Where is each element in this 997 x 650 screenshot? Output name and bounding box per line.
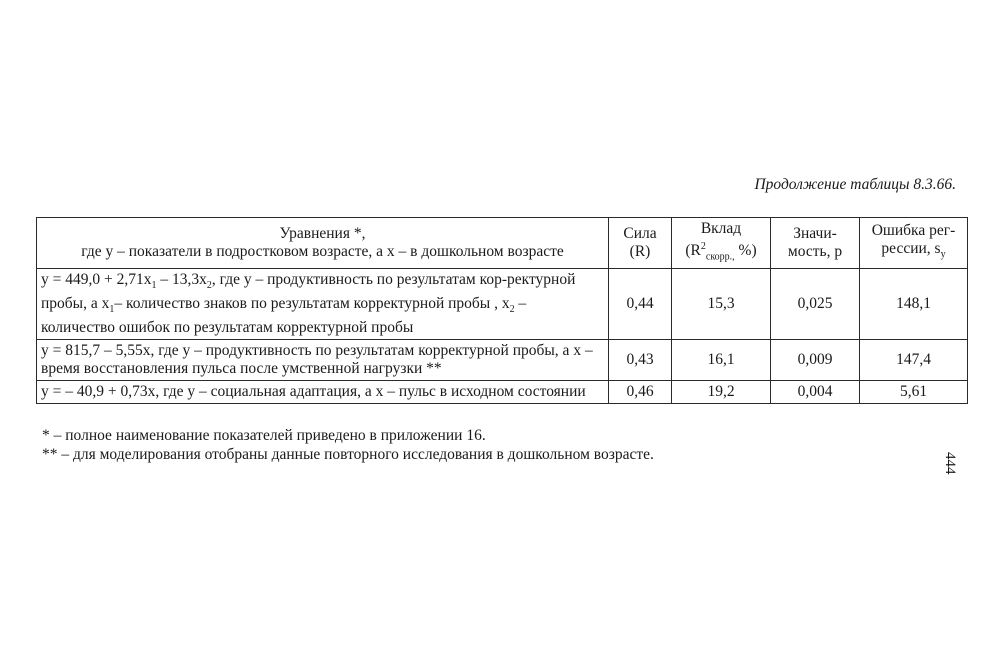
equation-cell: y = – 40,9 + 0,73x, где y – социальная адаптация, а x – пульс в исходном состоянии <box>37 381 609 404</box>
eq-sub: 2 <box>509 304 515 316</box>
header-equations-line2: где y – показатели в подростковом возрасте, а x – в дошкольном возрасте <box>81 243 564 261</box>
header-contribution-sup: 2 <box>700 241 706 252</box>
regression-error-cell: 147,4 <box>860 340 968 381</box>
header-error-sub: y <box>940 249 946 261</box>
regression-error-cell: 5,61 <box>860 381 968 404</box>
strength-cell: 0,44 <box>609 269 672 340</box>
header-contribution-post: %) <box>734 242 757 260</box>
header-error-pre: рессии, s <box>881 240 941 258</box>
significance-cell: 0,025 <box>771 269 860 340</box>
regression-table <box>36 217 968 404</box>
significance-cell: 0,004 <box>771 381 860 404</box>
header-regression-error <box>860 218 968 269</box>
header-significance-line2: мость, p <box>787 243 843 261</box>
footnote: ** – для моделирования отобраны данные повторного исследования в дошкольном возрасте. <box>42 446 654 463</box>
significance-cell: 0,009 <box>771 340 860 381</box>
header-contribution-line1: Вклад <box>700 220 742 237</box>
contribution-cell: 19,2 <box>672 381 771 404</box>
header-error-line1: Ошибка рег- <box>871 222 956 240</box>
table-row <box>37 381 968 404</box>
eq-part: y = 449,0 + 2,71x <box>41 271 152 289</box>
header-strength <box>609 218 672 269</box>
table-row <box>37 269 968 340</box>
header-contribution-sub: скорр., <box>705 251 735 263</box>
header-equations <box>37 218 609 269</box>
eq-part: – количество ошибок по результатам корректурной пробы <box>41 295 527 337</box>
eq-sub: 1 <box>151 280 157 292</box>
strength-cell: 0,46 <box>609 381 672 404</box>
footnote: * – полное наименование показателей приведено в приложении 16. <box>42 427 486 444</box>
header-significance <box>771 218 860 269</box>
table-row <box>37 340 968 381</box>
table-header-row <box>37 218 968 269</box>
contribution-cell: 16,1 <box>672 340 771 381</box>
header-contribution <box>672 218 771 269</box>
footnotes <box>42 426 654 464</box>
header-equations-line1: Уравнения *, <box>279 225 366 243</box>
page-number: 444 <box>942 452 958 475</box>
regression-error-cell: 148,1 <box>860 269 968 340</box>
eq-sub: 2 <box>206 280 212 292</box>
equation-cell: y = 815,7 – 5,55x, где y – продуктивность по результатам корректурной пробы, а x – время восстановления пульса после умственной нагрузки ** <box>37 340 609 381</box>
strength-cell: 0,43 <box>609 340 672 381</box>
table-caption: Продолжение таблицы 8.3.66. <box>754 176 956 193</box>
header-significance-line1: Значи- <box>793 225 837 243</box>
header-strength-line1: Сила <box>623 225 657 243</box>
contribution-cell: 15,3 <box>672 269 771 340</box>
equation-cell <box>37 269 609 340</box>
eq-sub: 1 <box>109 304 115 316</box>
header-contribution-pre: (R <box>685 242 701 260</box>
header-strength-line2: (R) <box>629 243 651 261</box>
eq-part: , где y – продуктивность по результатам кор-ректурной пробы, а x <box>41 271 576 313</box>
eq-part: – 13,3x <box>156 271 207 289</box>
eq-part: – количество знаков по результатам корректурной пробы , x <box>114 295 510 313</box>
